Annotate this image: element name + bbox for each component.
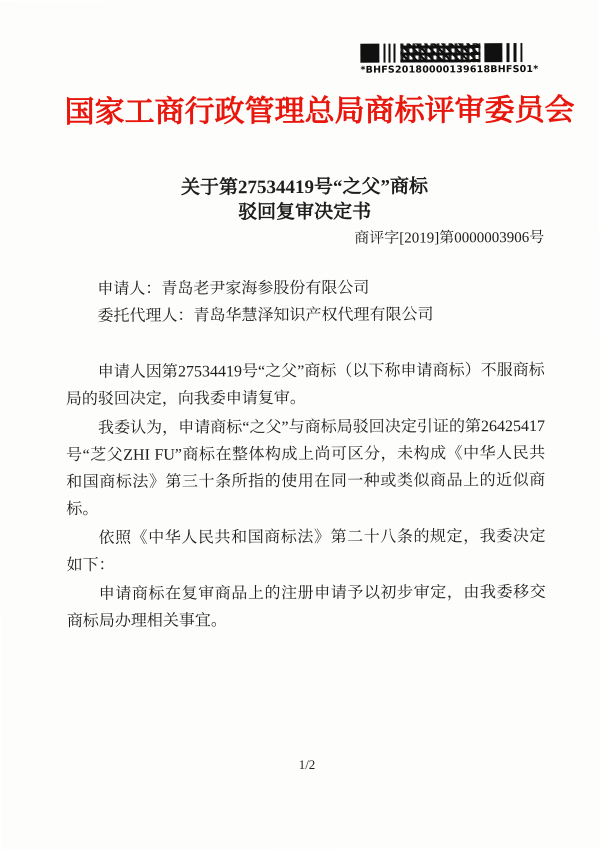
body-paragraph: 依照《中华人民共和国商标法》第二十八条的规定，我委决定如下：: [66, 527, 546, 575]
document-title: [65, 174, 544, 226]
decision-body: [66, 357, 546, 635]
document-title-line1: 关于第27534419号“之父”商标: [180, 176, 429, 199]
parties-block: [65, 274, 544, 330]
agent-line: 委托代理人：青岛华慧泽知识产权代理有限公司: [97, 306, 434, 325]
body-paragraph: 申请人因第27534419号“之父”商标（以下称申请商标）不服商标局的驳回决定，向我委申请复审。: [65, 361, 545, 409]
barcode: [360, 43, 539, 76]
authority-title: 国家工商行政管理总局商标评审委员会: [64, 93, 575, 130]
reference-number: 商评字[2019]第0000003906号: [354, 229, 545, 247]
page-number: 1/2: [298, 756, 316, 773]
body-paragraph: 申请商标在复审商品上的注册申请予以初步审定，由我委移交商标局办理相关事宜。: [66, 583, 546, 631]
barcode-bars-icon: [383, 44, 396, 63]
barcode-icon: [360, 43, 522, 63]
barcode-bars-icon: [506, 43, 522, 62]
barcode-block-icon: [360, 44, 379, 63]
applicant-line: 申请人：青岛老尹家海参股份有限公司: [97, 279, 370, 298]
barcode-block-icon: [484, 43, 502, 62]
barcode-matrix-icon: [400, 43, 480, 62]
body-paragraph: 我委认为，申请商标“之父”与商标局驳回决定引证的第26425417号“芝父ZHI FU”商标在整体构成上尚可区分，未构成《中华人民共和国商标法》第三十条所指的使用在同一种或类似商品上的近似商标。: [66, 417, 546, 519]
barcode-caption: *BHFS20180000139618BHFS01*: [360, 63, 539, 76]
document-title-line2: 驳回复审决定书: [238, 201, 372, 224]
